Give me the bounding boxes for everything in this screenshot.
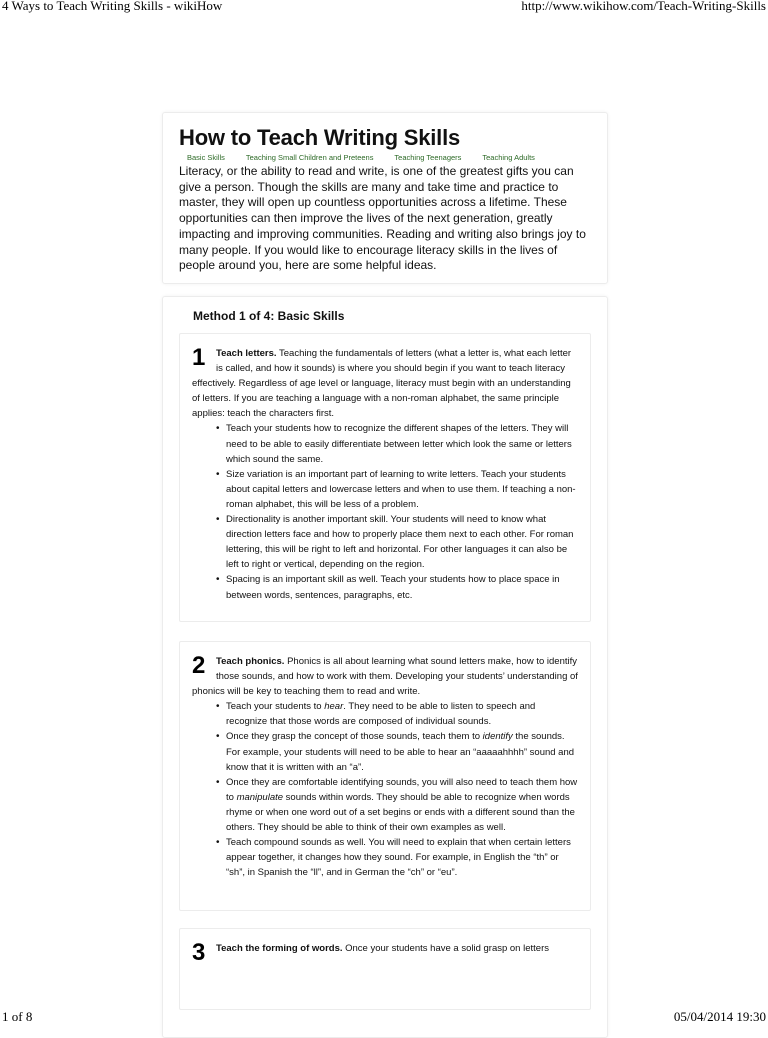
bullet-item: • Teach compound sounds as well. You will need to explain that when certain letters appear together, it changes how they sound. For example, in English the “th” or “sh”, in Spanish the “ll”, and in German the “ch” or “eu”. bbox=[216, 835, 578, 880]
step-text bbox=[180, 642, 590, 699]
bullet-item: • Directionality is another important skill. Your students will need to know what direction letters face and how to properly place them next to each other. For roman lettering, this will be right to left and horizontal. For other languages it can also be left to right or vertical, depending on the region. bbox=[216, 512, 578, 572]
step-bullets bbox=[180, 421, 590, 602]
print-footer bbox=[0, 1009, 768, 1027]
step-lead: Teach letters. bbox=[216, 348, 277, 359]
step-number: 3 bbox=[192, 939, 206, 966]
step-body: Once your students have a solid grasp on letters bbox=[342, 943, 549, 954]
page-title: How to Teach Writing Skills bbox=[179, 125, 461, 150]
print-header-title: 4 Ways to Teach Writing Skills - wikiHow bbox=[2, 0, 223, 13]
step-card bbox=[179, 333, 591, 622]
step-number: 1 bbox=[192, 344, 206, 371]
nav-link-adults[interactable]: Teaching Adults bbox=[482, 153, 535, 162]
nav-link-small-children[interactable]: Teaching Small Children and Preteens bbox=[245, 153, 374, 162]
step-bullets bbox=[180, 699, 590, 880]
step-number: 2 bbox=[192, 652, 206, 679]
nav-link-basic-skills[interactable]: Basic Skills bbox=[187, 153, 225, 162]
bullet-item: • Once they grasp the concept of those sounds, teach them to identify the sounds. For example, your students will need to be able to hear an “aaaaahhhh” sound and know that it is written with an “a”. bbox=[216, 729, 578, 774]
step-lead: Teach phonics. bbox=[216, 656, 285, 667]
print-footer-datetime: 05/04/2014 19:30 bbox=[673, 1009, 766, 1024]
bullet-item: • Teach your students how to recognize the different shapes of the letters. They will need to be able to easily differentiate between letter which look the same or letters which sound the same. bbox=[216, 421, 578, 466]
bullet-item: • Spacing is an important skill as well. Teach your students how to place space in between words, sentences, paragraphs, etc. bbox=[216, 572, 578, 602]
bullet-item: • Once they are comfortable identifying sounds, you will also need to teach them how to manipulate sounds within words. They should be able to recognize when words rhyme or when one word out of a set begins or ends with a different sound than the others. They should be able to think of their own examples as well. bbox=[216, 775, 578, 835]
step-body: Teaching the fundamentals of letters (what a letter is, what each letter is called, and how it sounds) is where you should begin if you want to teach literacy effectively. Regardless of age level or language, literacy must begin with an understanding of letters. If you are teaching a language with a non-roman alphabet, the same principle applies: teach the characters first. bbox=[192, 348, 572, 420]
step-lead: Teach the forming of words. bbox=[216, 943, 343, 954]
print-header-url: http://www.wikihow.com/Teach-Writing-Skills bbox=[521, 0, 766, 13]
print-header bbox=[0, 0, 768, 16]
step-card bbox=[179, 928, 591, 1010]
step-text bbox=[180, 334, 590, 421]
section-nav bbox=[187, 153, 554, 162]
bullet-item: • Teach your students to hear. They need to be able to listen to speech and recognize that those words are composed of individual sounds. bbox=[216, 699, 578, 729]
step-text bbox=[180, 929, 590, 956]
bullet-item: • Size variation is an important part of learning to write letters. Teach your students about capital letters and lowercase letters and when to use them. If teaching a non-roman alphabet, this will be less of a problem. bbox=[216, 467, 578, 512]
nav-link-teenagers[interactable]: Teaching Teenagers bbox=[394, 153, 462, 162]
step-body: Phonics is all about learning what sound letters make, how to identify those sounds, and how to work with them. Developing your students’ understanding of phonics will be key to teaching them to read and write. bbox=[192, 656, 578, 698]
print-footer-page: 1 of 8 bbox=[2, 1009, 33, 1024]
intro-card bbox=[162, 112, 608, 284]
method-card bbox=[162, 296, 608, 1038]
intro-paragraph: Literacy, or the ability to read and write, is one of the greatest gifts you can give a person. Though the skills are many and take time and practice to master, they will open up countless opportunities across a lifetime. These opportunities can then improve the lives of the next generation, greatly impacting and improving communities. Reading and writing also brings joy to many people. If you would like to encourage literacy skills in the lives of people around you, here are some helpful ideas. bbox=[179, 164, 586, 273]
method-title: Method 1 of 4: Basic Skills bbox=[193, 309, 345, 323]
step-card bbox=[179, 641, 591, 911]
